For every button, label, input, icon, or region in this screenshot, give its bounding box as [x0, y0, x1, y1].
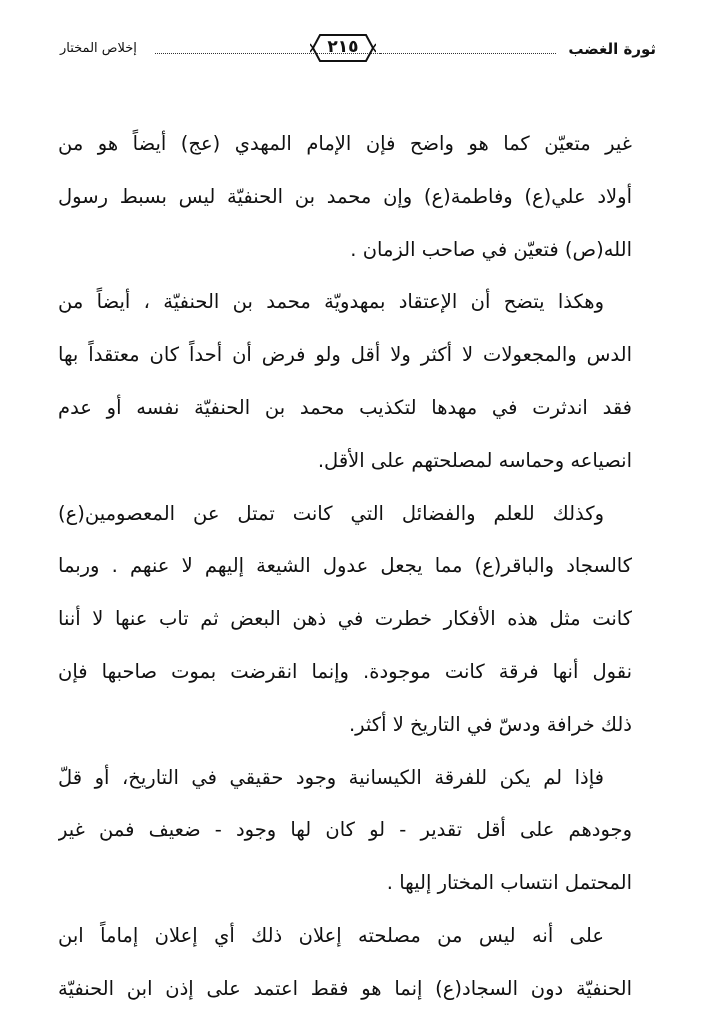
text-line: وهكذا يتضح أن الإعتقاد بمهدويّة محمد بن الحنفيّة ، أيضاً من — [58, 290, 604, 314]
text-line: فقد اندثرت في مهدها لتكذيب محمد بن الحنفيّة نفسه أو عدم — [58, 395, 632, 419]
text-line: كانت مثل هذه الأفكار خطرت في ذهن البعض ثم تاب عنها لا أننا — [58, 607, 632, 631]
author-name: إخلاص المختار — [60, 41, 137, 56]
text-line: الله(ص) فتعيّن في صاحب الزمان . — [350, 237, 632, 261]
book-title: ثورة الغضب — [568, 40, 656, 58]
page-number: ٢١٥ — [327, 37, 359, 57]
header-dotted-leader-right — [380, 53, 556, 54]
text-line: وجودهم على أقل تقدير - لو كان لها وجود - ضعيف فمن غير — [58, 818, 632, 842]
text-line: فإذا لم يكن للفرقة الكيسانية وجود حقيقي في التاريخ، أو قلّ — [58, 765, 604, 789]
text-line: وكذلك للعلم والفضائل التي كانت تمتل عن المعصومين(ع) — [58, 501, 604, 525]
text-line: الدس والمجعولات لا أكثر ولا أقل ولو فرض أن أحداً كان معتقداً بها — [58, 343, 632, 367]
body-text — [58, 118, 632, 1016]
text-line: نقول أنها فرقة كانت موجودة. وإنما انقرضت بموت صاحبها فإن — [58, 659, 632, 683]
page-number-badge — [310, 32, 376, 64]
text-line: انصياعه وحماسه لمصلحتهم على الأقل. — [317, 448, 632, 472]
text-line: غير متعيّن كما هو واضح فإن الإمام المهدي (عج) أيضاً هو من — [58, 132, 632, 155]
text-line: أولاد علي(ع) وفاطمة(ع) وإن محمد بن الحنفيّة ليس بسبط رسول — [58, 184, 632, 208]
text-line: كالسجاد والباقر(ع) مما يجعل عدول الشيعة إليهم لا عنهم . وربما — [58, 554, 632, 578]
text-line: المحتمل انتساب المختار إليها . — [386, 871, 632, 895]
text-line: على أنه ليس من مصلحته إعلان ذلك أي إعلان إماماً ابن — [58, 923, 604, 947]
text-line: الحنفيّة دون السجاد(ع) إنما هو فقط اعتمد على إذن ابن الحنفيّة — [58, 976, 632, 1000]
text-line: ذلك خرافة ودسّ في التاريخ لا أكثر. — [348, 712, 632, 736]
